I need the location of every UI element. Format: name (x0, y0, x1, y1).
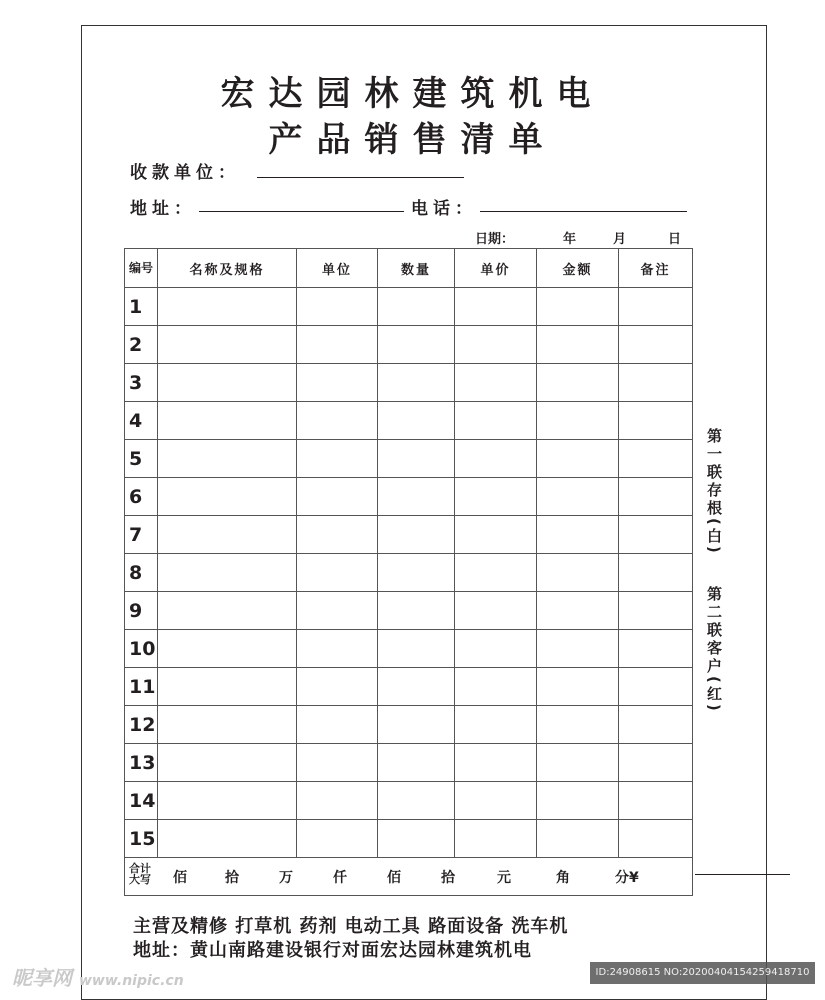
date-label: 日期： (475, 232, 515, 247)
form-title: 产品销售清单 (268, 120, 557, 160)
amount-unit-label: 拾 (225, 870, 239, 886)
header-name-spec: 名称及规格 (158, 249, 297, 288)
row-remarks[interactable] (619, 516, 693, 554)
header-number: 编号 (125, 249, 158, 288)
row-remarks[interactable] (619, 592, 693, 630)
date-month: 月 (613, 232, 627, 247)
row-quantity[interactable] (378, 288, 455, 326)
row-unit-price[interactable] (455, 440, 537, 478)
sales-table (124, 248, 693, 896)
header-amount: 金额 (537, 249, 619, 288)
table-row (125, 782, 693, 820)
row-quantity[interactable] (378, 592, 455, 630)
amount-unit-label: 佰 (173, 870, 187, 886)
date-year: 年 (563, 232, 577, 247)
row-unit-price[interactable] (455, 706, 537, 744)
company-title: 宏达园林建筑机电 (220, 74, 605, 114)
payer-label: 收款单位： (130, 163, 240, 183)
row-amount[interactable] (537, 744, 619, 782)
amount-unit-label: 拾 (441, 870, 455, 886)
row-number: 7 (125, 516, 158, 554)
row-unit-price[interactable] (455, 364, 537, 402)
row-remarks[interactable] (619, 326, 693, 364)
row-remarks[interactable] (619, 440, 693, 478)
table-row (125, 402, 693, 440)
address-line (199, 211, 404, 212)
row-quantity[interactable] (378, 706, 455, 744)
total-row (125, 858, 693, 896)
row-amount[interactable] (537, 592, 619, 630)
table-row (125, 326, 693, 364)
row-amount[interactable] (537, 440, 619, 478)
row-amount[interactable] (537, 364, 619, 402)
row-name-spec[interactable] (158, 402, 297, 440)
amount-units (173, 867, 639, 887)
row-amount[interactable] (537, 630, 619, 668)
row-unit-price[interactable] (455, 592, 537, 630)
row-amount[interactable] (537, 706, 619, 744)
header-quantity: 数量 (378, 249, 455, 288)
row-number: 2 (125, 326, 158, 364)
row-amount[interactable] (537, 820, 619, 858)
row-unit-price[interactable] (455, 478, 537, 516)
table-row (125, 706, 693, 744)
table-row (125, 592, 693, 630)
row-unit-price[interactable] (455, 782, 537, 820)
row-unit-price[interactable] (455, 820, 537, 858)
row-quantity[interactable] (378, 820, 455, 858)
row-amount[interactable] (537, 554, 619, 592)
row-unit[interactable] (297, 402, 378, 440)
row-amount[interactable] (537, 402, 619, 440)
row-name-spec[interactable] (158, 668, 297, 706)
row-quantity[interactable] (378, 402, 455, 440)
footer-address: 地址：黄山南路建设银行对面宏达园林建筑机电 (133, 940, 532, 961)
amount-unit-label: 万 (279, 870, 293, 886)
row-number: 13 (125, 744, 158, 782)
payer-line (257, 177, 464, 178)
row-remarks[interactable] (619, 478, 693, 516)
row-name-spec[interactable] (158, 288, 297, 326)
row-quantity[interactable] (378, 516, 455, 554)
row-name-spec[interactable] (158, 364, 297, 402)
row-unit[interactable] (297, 820, 378, 858)
row-number: 11 (125, 668, 158, 706)
phone-line (480, 211, 687, 212)
row-quantity[interactable] (378, 782, 455, 820)
row-name-spec[interactable] (158, 782, 297, 820)
row-unit[interactable] (297, 516, 378, 554)
row-remarks[interactable] (619, 744, 693, 782)
row-unit-price[interactable] (455, 554, 537, 592)
row-remarks[interactable] (619, 554, 693, 592)
row-unit[interactable] (297, 744, 378, 782)
row-name-spec[interactable] (158, 326, 297, 364)
row-unit[interactable] (297, 478, 378, 516)
amount-unit-label: 佰 (387, 870, 401, 886)
row-number: 6 (125, 478, 158, 516)
row-remarks[interactable] (619, 782, 693, 820)
row-unit-price[interactable] (455, 288, 537, 326)
row-quantity[interactable] (378, 668, 455, 706)
row-name-spec[interactable] (158, 516, 297, 554)
row-unit[interactable] (297, 288, 378, 326)
row-number: 12 (125, 706, 158, 744)
row-amount[interactable] (537, 288, 619, 326)
side-note-red: 第二联客户(红) (705, 586, 723, 714)
total-cell[interactable] (125, 858, 693, 896)
row-unit[interactable] (297, 630, 378, 668)
row-number: 9 (125, 592, 158, 630)
row-name-spec[interactable] (158, 744, 297, 782)
row-amount[interactable] (537, 668, 619, 706)
row-quantity[interactable] (378, 630, 455, 668)
table-row (125, 744, 693, 782)
table-row (125, 630, 693, 668)
row-unit-price[interactable] (455, 326, 537, 364)
row-unit[interactable] (297, 668, 378, 706)
table-row (125, 364, 693, 402)
total-amount-line (695, 874, 790, 875)
header-unit: 单位 (297, 249, 378, 288)
row-quantity[interactable] (378, 554, 455, 592)
row-number: 5 (125, 440, 158, 478)
side-note-white: 第一联存根(白) (705, 428, 723, 556)
row-name-spec[interactable] (158, 554, 297, 592)
amount-unit-label: 仟 (333, 870, 347, 886)
header-remarks: 备注 (619, 249, 693, 288)
watermark-id: ID:24908615 NO:20200404154259418710 (590, 962, 815, 984)
row-unit[interactable] (297, 326, 378, 364)
row-unit-price[interactable] (455, 668, 537, 706)
row-number: 14 (125, 782, 158, 820)
row-amount[interactable] (537, 326, 619, 364)
row-number: 8 (125, 554, 158, 592)
row-amount[interactable] (537, 516, 619, 554)
row-remarks[interactable] (619, 402, 693, 440)
table-row (125, 288, 693, 326)
row-number: 1 (125, 288, 158, 326)
row-name-spec[interactable] (158, 630, 297, 668)
row-unit[interactable] (297, 706, 378, 744)
row-amount[interactable] (537, 782, 619, 820)
row-name-spec[interactable] (158, 440, 297, 478)
table-row (125, 668, 693, 706)
row-name-spec[interactable] (158, 820, 297, 858)
amount-unit-label: 分¥ (615, 870, 639, 886)
row-remarks[interactable] (619, 820, 693, 858)
row-quantity[interactable] (378, 744, 455, 782)
row-remarks[interactable] (619, 706, 693, 744)
row-unit-price[interactable] (455, 402, 537, 440)
row-unit[interactable] (297, 364, 378, 402)
row-remarks[interactable] (619, 288, 693, 326)
total-label: 合计大写 (129, 862, 151, 886)
address-label: 地址： (130, 199, 196, 219)
row-remarks[interactable] (619, 668, 693, 706)
row-unit-price[interactable] (455, 516, 537, 554)
row-unit-price[interactable] (455, 630, 537, 668)
row-number: 3 (125, 364, 158, 402)
row-quantity[interactable] (378, 364, 455, 402)
table-row (125, 478, 693, 516)
row-unit[interactable] (297, 440, 378, 478)
table-row (125, 440, 693, 478)
table-row (125, 554, 693, 592)
row-quantity[interactable] (378, 326, 455, 364)
phone-label: 电话： (411, 199, 477, 219)
row-remarks[interactable] (619, 630, 693, 668)
row-unit-price[interactable] (455, 744, 537, 782)
date-day: 日 (668, 232, 682, 247)
watermark-logo: 昵享网 www.nipic.cn (12, 966, 184, 990)
row-number: 4 (125, 402, 158, 440)
row-unit[interactable] (297, 592, 378, 630)
row-name-spec[interactable] (158, 706, 297, 744)
row-amount[interactable] (537, 478, 619, 516)
row-unit[interactable] (297, 554, 378, 592)
header-unit-price: 单价 (455, 249, 537, 288)
table-header-row (125, 249, 693, 288)
row-quantity[interactable] (378, 440, 455, 478)
row-number: 10 (125, 630, 158, 668)
amount-unit-label: 角 (556, 870, 570, 886)
row-quantity[interactable] (378, 478, 455, 516)
table-row (125, 516, 693, 554)
row-number: 15 (125, 820, 158, 858)
row-remarks[interactable] (619, 364, 693, 402)
row-name-spec[interactable] (158, 478, 297, 516)
row-name-spec[interactable] (158, 592, 297, 630)
amount-unit-label: 元 (497, 870, 511, 886)
footer-business: 主营及精修 打草机 药剂 电动工具 路面设备 洗车机 (133, 916, 569, 937)
row-unit[interactable] (297, 782, 378, 820)
table-row (125, 820, 693, 858)
